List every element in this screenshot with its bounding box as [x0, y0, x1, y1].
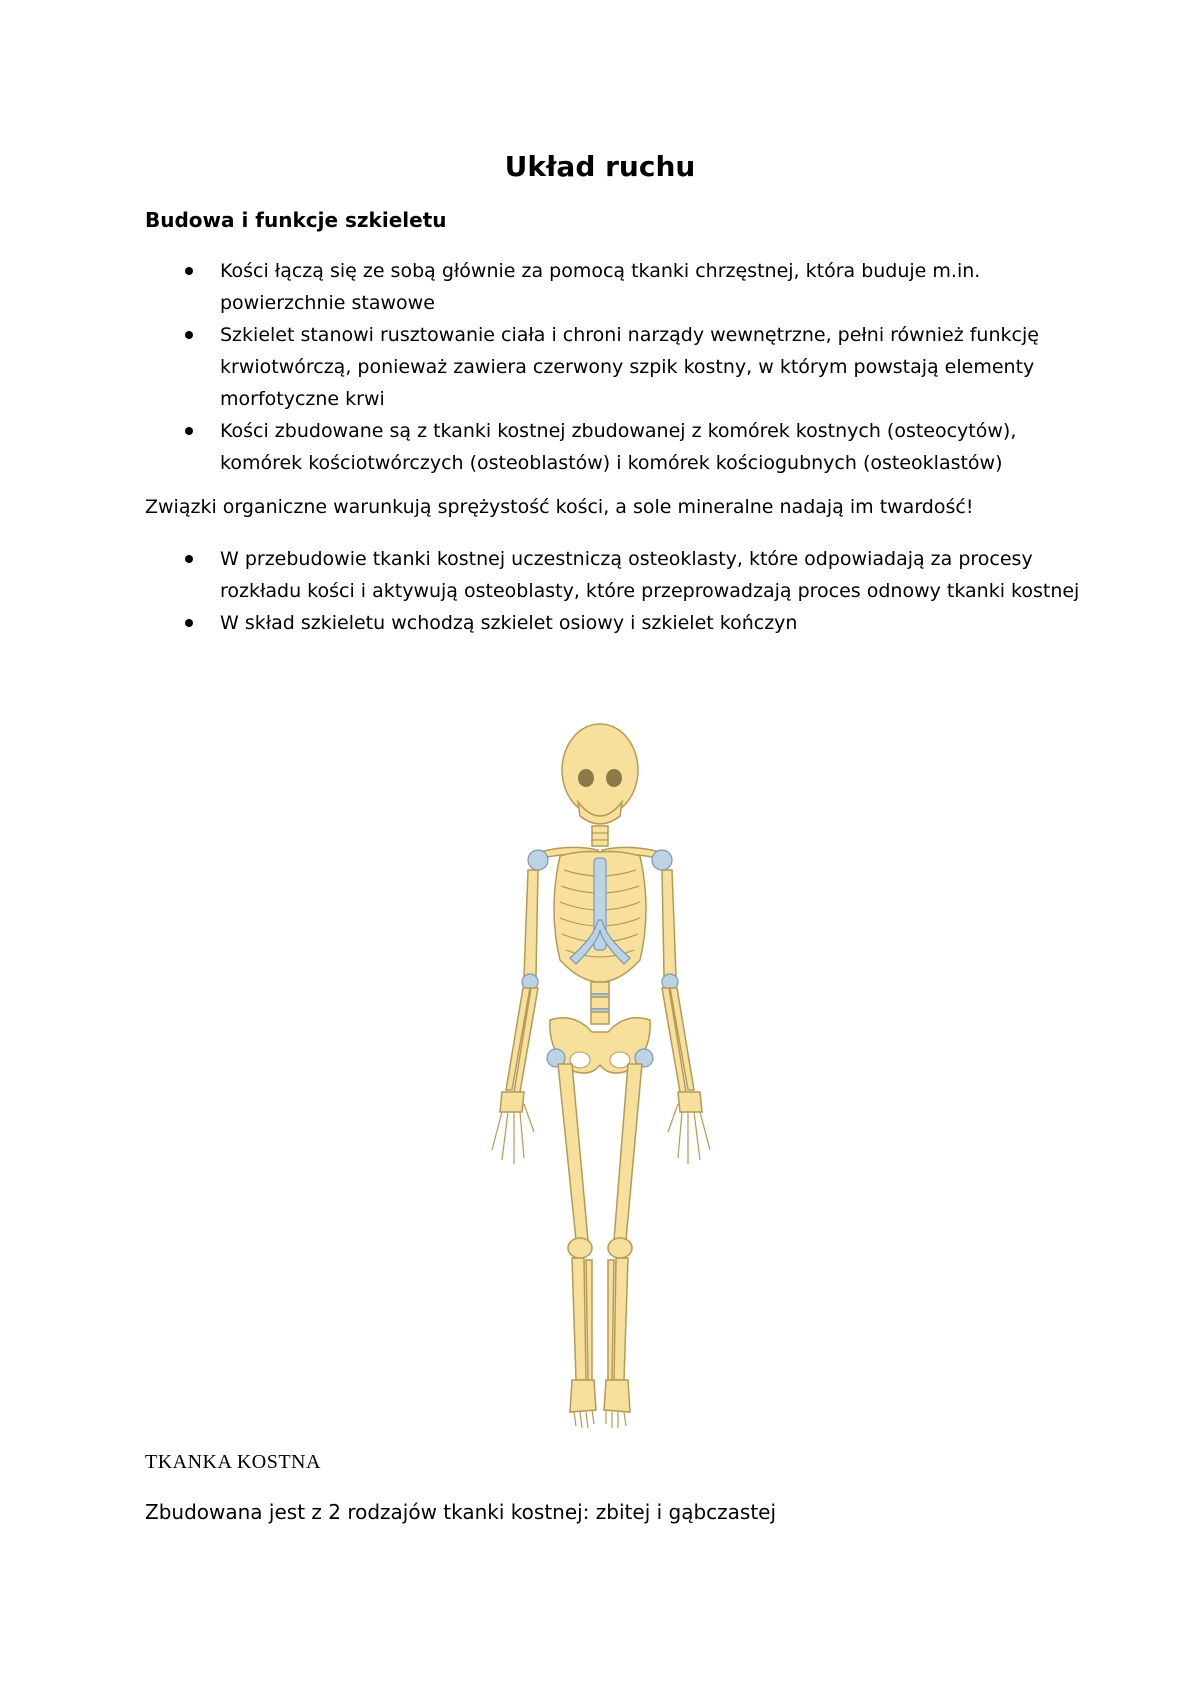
list-item: W skład szkieletu wchodzą szkielet osiowy i szkielet kończyn	[145, 607, 1085, 639]
list-item: Szkielet stanowi rusztowanie ciała i chroni narządy wewnętrzne, pełni również funkcję krwiotwórczą, ponieważ zawiera czerwony szpik kostny, w którym powstają elementy morfotyczne krwi	[145, 319, 1085, 415]
bullet-icon	[185, 427, 193, 435]
section-heading: TKANKA KOSTNA	[145, 1451, 321, 1473]
list-item: W przebudowie tkanki kostnej uczestniczą osteoklasty, które odpowiadają za procesy rozkładu kości i aktywują osteoblasty, które przeprowadzają proces odnowy tkanki kostnej	[145, 543, 1085, 607]
list-item: Kości zbudowane są z tkanki kostnej zbudowanej z komórek kostnych (osteocytów), komórek kościotwórczych (osteoblastów) i komórek kościogubnych (osteoklastów)	[145, 415, 1085, 479]
skeleton-illustration	[430, 720, 770, 1440]
bullet-icon	[185, 619, 193, 627]
bullet-icon	[185, 555, 193, 563]
list-item: Kości łączą się ze sobą głównie za pomocą tkanki chrzęstnej, która buduje m.in. powierzchnie stawowe	[145, 255, 1085, 319]
bullet-icon	[185, 331, 193, 339]
bullet-icon	[185, 267, 193, 275]
bullet-list	[145, 543, 1085, 639]
skeleton-icon	[430, 720, 770, 1440]
bullet-list	[145, 255, 1085, 479]
section-paragraph: Zbudowana jest z 2 rodzajów tkanki kostnej: zbitej i gąbczastej	[145, 1500, 777, 1524]
page-title: Układ ruchu	[504, 150, 696, 183]
section-heading: Budowa i funkcje szkieletu	[145, 208, 447, 232]
note-paragraph: Związki organiczne warunkują sprężystość kości, a sole mineralne nadają im twardość!	[145, 496, 974, 518]
